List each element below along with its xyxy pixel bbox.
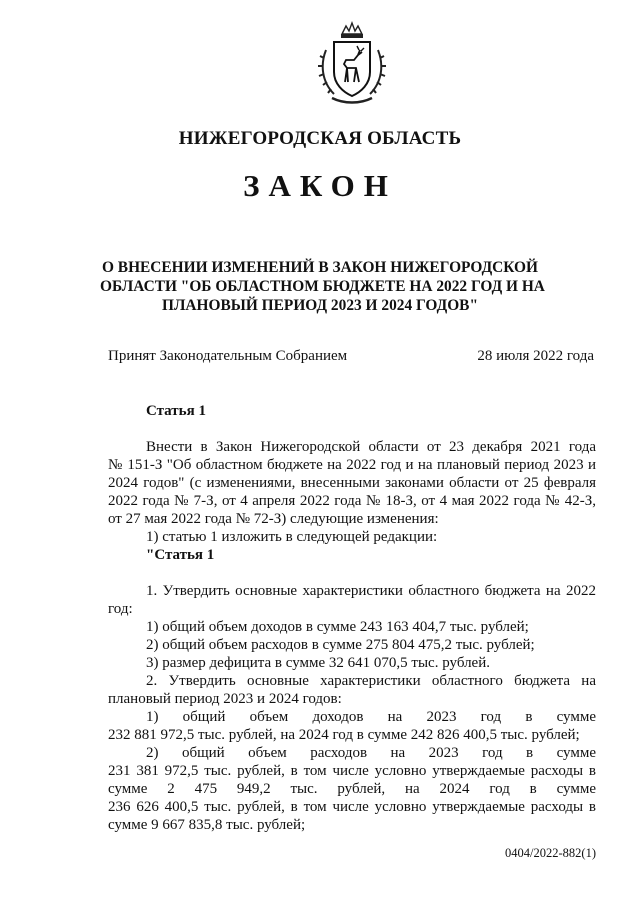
coat-of-arms-emblem [316, 20, 388, 108]
list-item: 2) общий объем расходов на 2023 год в сумме [146, 745, 596, 761]
paragraph-line: год: [108, 601, 133, 617]
law-subject-title [100, 258, 545, 315]
list-item: 1) общий объем доходов в сумме 243 163 404,7 тыс. рублей; [146, 619, 529, 635]
subject-line: О ВНЕСЕНИИ ИЗМЕНЕНИЙ В ЗАКОН НИЖЕГОРОДСКОЙ [101, 259, 538, 276]
paragraph-line: 2. Утвердить основные характеристики областного бюджета на [146, 673, 596, 689]
paragraph-line: сумме 2 475 949,2 тыс. рублей, на 2024 год в сумме [108, 781, 596, 797]
paragraph-line: № 151-З "Об областном бюджете на 2022 год и на плановый период 2023 и [108, 457, 596, 473]
paragraph-line: 2022 года № 7-З, от 4 апреля 2022 года № 18-З, от 4 мая 2022 года № 42-З, [108, 493, 596, 509]
article-heading: Статья 1 [146, 403, 206, 419]
list-item: 1) статью 1 изложить в следующей редакции: [146, 529, 438, 545]
paragraph-line: 2024 годов" (с изменениями, внесенными законами области от 25 февраля [108, 475, 596, 491]
law-body [108, 402, 596, 834]
list-item: 1) общий объем доходов на 2023 год в сумме [146, 709, 596, 725]
paragraph-line: сумме 9 667 835,8 тыс. рублей; [108, 817, 306, 833]
subject-line: ОБЛАСТИ "ОБ ОБЛАСТНОМ БЮДЖЕТЕ НА 2022 ГОД И НА [100, 278, 545, 295]
paragraph-line: плановый период 2023 и 2024 годов: [108, 691, 342, 707]
paragraph-line: 1. Утвердить основные характеристики областного бюджета на 2022 [146, 583, 596, 599]
adoption-date: 28 июля 2022 года [477, 348, 594, 364]
paragraph-line: 236 626 400,5 тыс. рублей, в том числе условно утверждаемые расходы в [108, 799, 596, 815]
document-type-title: ЗАКОН [243, 168, 397, 203]
list-item: 3) размер дефицита в сумме 32 641 070,5 тыс. рублей. [146, 655, 490, 671]
region-name: НИЖЕГОРОДСКАЯ ОБЛАСТЬ [178, 128, 462, 149]
document-number: 0404/2022-882(1) [505, 846, 596, 860]
adoption-line [108, 348, 594, 365]
subject-line: ПЛАНОВЫЙ ПЕРИОД 2023 И 2024 ГОДОВ" [161, 297, 478, 314]
adopted-by: Принят Законодательным Собранием [108, 348, 348, 364]
paragraph-line: Внести в Закон Нижегородской области от 23 декабря 2021 года [146, 439, 596, 455]
quoted-article-heading: "Статья 1 [146, 547, 215, 563]
paragraph-line: от 27 мая 2022 года № 72-З) следующие изменения: [108, 511, 439, 527]
list-item: 2) общий объем расходов в сумме 275 804 475,2 тыс. рублей; [146, 637, 535, 653]
paragraph-line: 232 881 972,5 тыс. рублей, на 2024 год в сумме 242 826 400,5 тыс. рублей; [108, 727, 580, 743]
paragraph-line: 231 381 972,5 тыс. рублей, в том числе условно утверждаемые расходы в [108, 763, 596, 779]
